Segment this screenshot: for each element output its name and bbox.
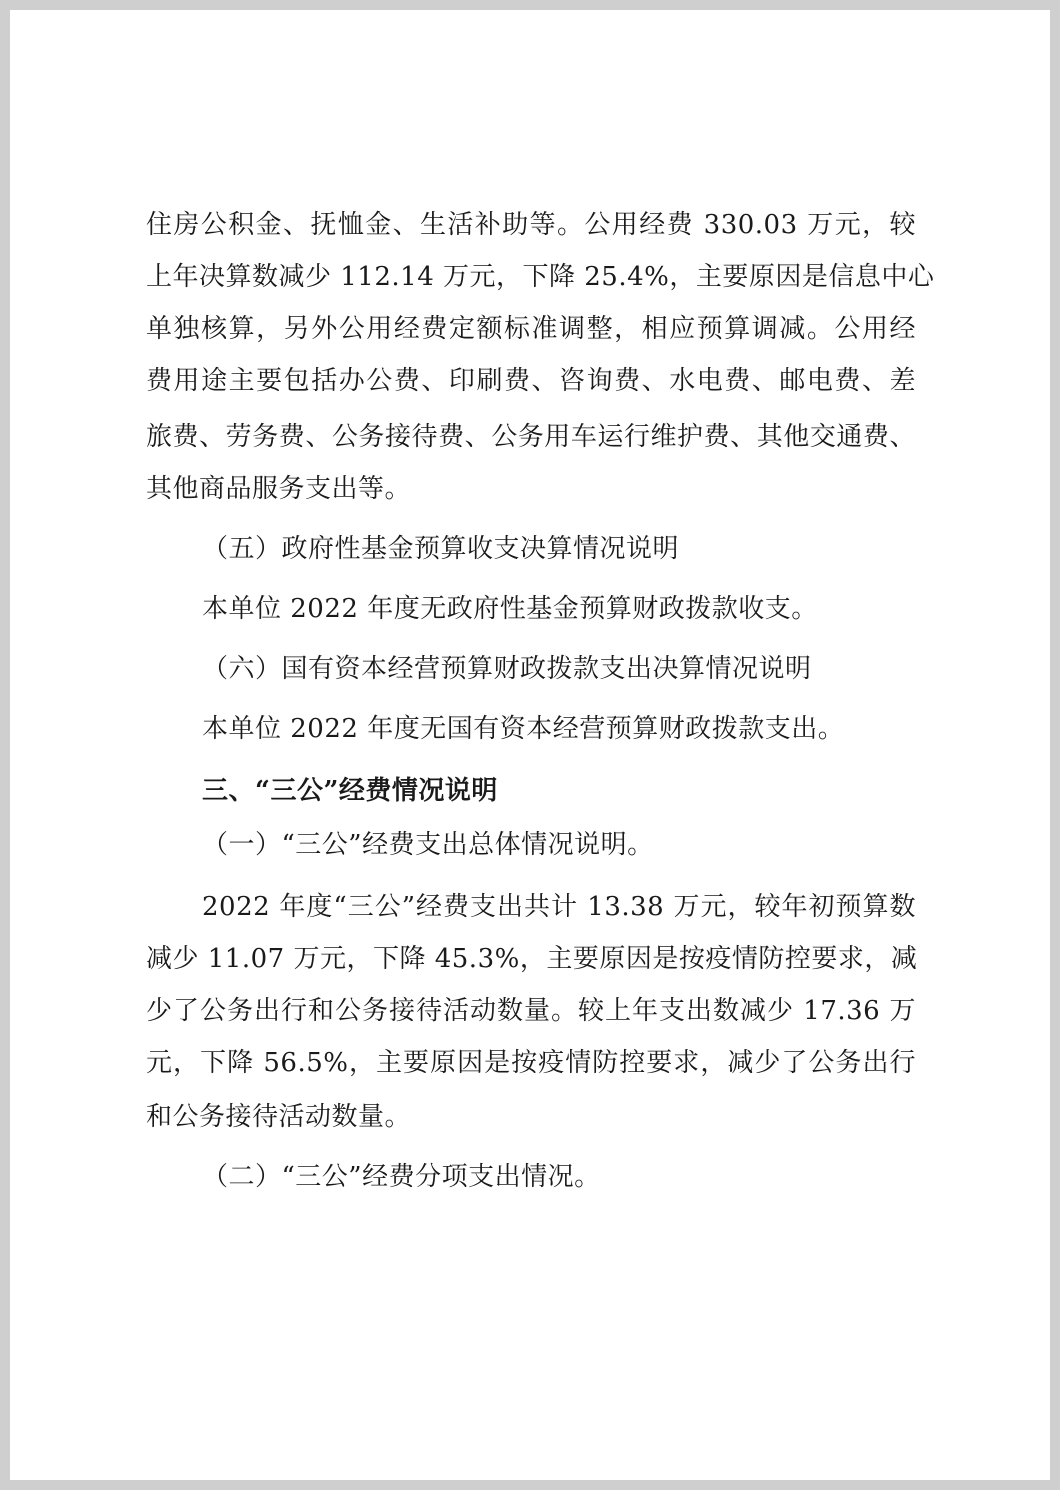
section-heading-5: （五）政府性基金预算收支决算情况说明: [202, 534, 680, 564]
paragraph-line: 2022 年度“三公”经费支出共计 13.38 万元，较年初预算数: [202, 892, 916, 922]
section-body-5: 本单位 2022 年度无政府性基金预算财政拨款收支。: [202, 594, 818, 624]
paragraph-line: 住房公积金、抚恤金、生活补助等。公用经费 330.03 万元，较: [146, 210, 916, 240]
paragraph-line: 旅费、劳务费、公务接待费、公务用车运行维护费、其他交通费、: [146, 422, 916, 452]
paragraph-line: 其他商品服务支出等。: [146, 474, 412, 504]
subsection-heading-2: （二）“三公”经费分项支出情况。: [202, 1162, 601, 1192]
paragraph-line: 元，下降 56.5%，主要原因是按疫情防控要求，减少了公务出行: [146, 1048, 916, 1078]
paragraph-line: 费用途主要包括办公费、印刷费、咨询费、水电费、邮电费、差: [146, 366, 916, 396]
section-body-6: 本单位 2022 年度无国有资本经营预算财政拨款支出。: [202, 714, 845, 744]
section-heading-6: （六）国有资本经营预算财政拨款支出决算情况说明: [202, 654, 812, 684]
part-heading-3: 三、“三公”经费情况说明: [202, 776, 498, 806]
paragraph-line: 少了公务出行和公务接待活动数量。较上年支出数减少 17.36 万: [146, 996, 916, 1026]
subsection-heading-1: （一）“三公”经费支出总体情况说明。: [202, 830, 654, 860]
paragraph-line: 和公务接待活动数量。: [146, 1102, 412, 1132]
paragraph-line: 减少 11.07 万元，下降 45.3%，主要原因是按疫情防控要求，减: [146, 944, 918, 974]
paragraph-line: 上年决算数减少 112.14 万元，下降 25.4%，主要原因是信息中心: [146, 262, 935, 292]
paragraph-line: 单独核算，另外公用经费定额标准调整，相应预算调减。公用经: [146, 314, 916, 344]
